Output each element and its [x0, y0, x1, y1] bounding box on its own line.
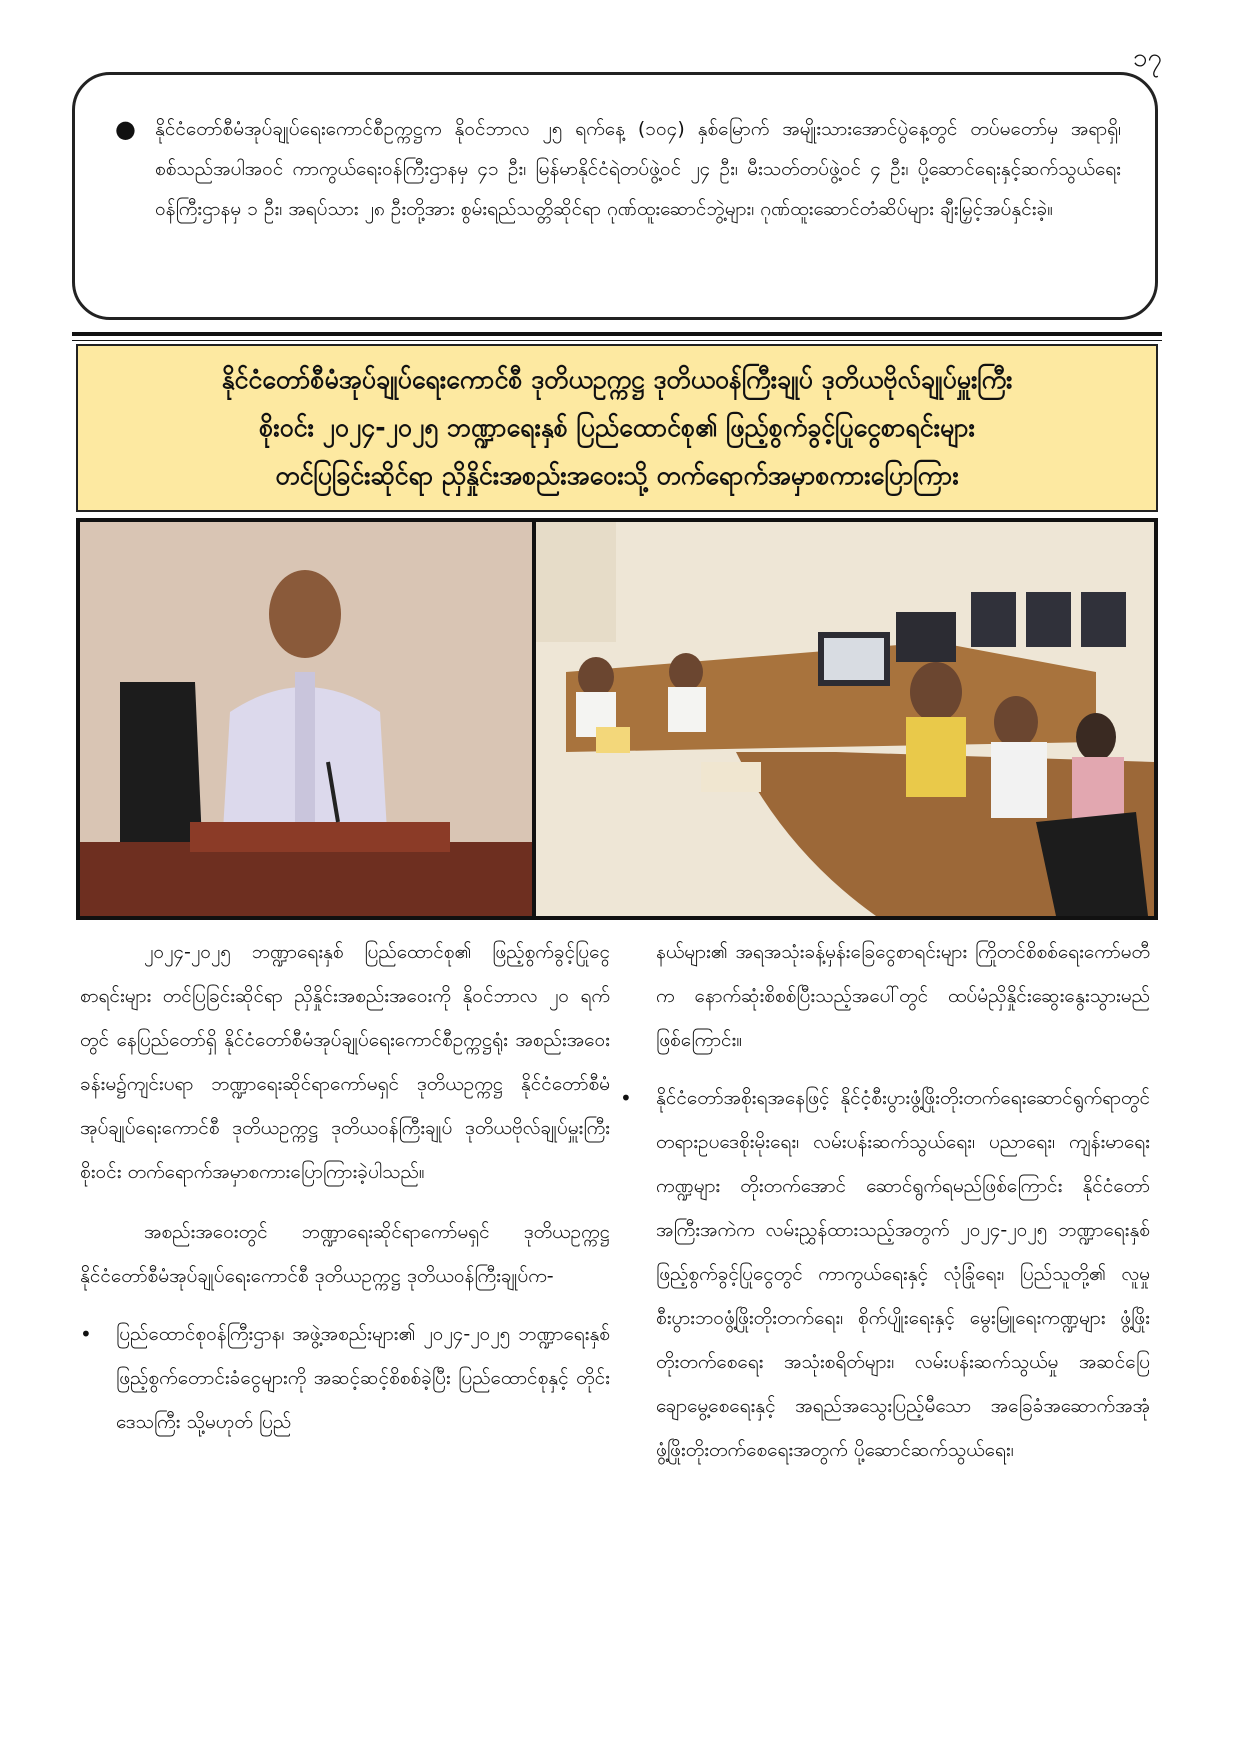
bullet-item — [80, 1312, 610, 1444]
article-column-right — [620, 930, 1150, 1472]
headline-line-2: စိုးဝင်း ၂၀၂၄-၂၀၂၅ ဘဏ္ဍာရေးနှစ် ပြည်ထောင်စု၏ ဖြည့်စွက်ခွင့်ပြုငွေစာရင်းများ — [259, 413, 975, 442]
body-paragraph: နယ်များ၏ အရအသုံးခန့်မှန်းခြေငွေစာရင်းများ ကြိုတင်စိစစ်ရေးကော်မတီက နောက်ဆုံးစိစစ်ပြီးသည့်အပေါ်တွင် ထပ်မံညှိနှိုင်းဆွေးနွေးသွားမည်ဖြစ်ကြောင်း။ — [656, 941, 1150, 1051]
bullet-icon: • — [80, 1322, 92, 1346]
bullet-icon: ● — [115, 115, 136, 143]
photo-frame — [76, 518, 1158, 920]
callout-bullet-item — [115, 109, 1121, 229]
article-headline — [76, 344, 1158, 512]
headline-line-3: တင်ပြခြင်းဆိုင်ရာ ညှိနှိုင်းအစည်းအဝေးသို့ တက်ရောက်အမှာစကားပြောကြား — [275, 461, 959, 490]
body-paragraph: ၂၀၂၄-၂၀၂၅ ဘဏ္ဍာရေးနှစ် ပြည်ထောင်စု၏ ဖြည့်စွက်ခွင့်ပြုငွေ စာရင်းများ တင်ပြခြင်းဆိုင်ရာ ညှိနှိုင်းအစည်းအဝေးကို နိုဝင်ဘာလ ၂၀ ရက်တွင် နေပြည်တော်ရှိ နိုင်ငံတော်စီမံအုပ်ချုပ်ရေးကောင်စီဥက္ကဋ္ဌရုံး အစည်းအဝေးခန်းမ၌ကျင်းပရာ ဘဏ္ဍာရေးဆိုင်ရာကော်မရှင် ဒုတိယဥက္ကဋ္ဌ နိုင်ငံတော်စီမံအုပ်ချုပ်ရေးကောင်စီ ဒုတိယဥက္ကဋ္ဌ ဒုတိယဝန်ကြီးချုပ် ဒုတိယဗိုလ်ချုပ်မှူးကြီး စိုးဝင်း တက်ရောက်အမှာစကားပြောကြားခဲ့ပါသည်။ — [80, 941, 610, 1183]
headline-line-1: နိုင်ငံတော်စီမံအုပ်ချုပ်ရေးကောင်စီ ဒုတိယဥက္ကဋ္ဌ ဒုတိယဝန်ကြီးချုပ် ဒုတိယဗိုလ်ချုပ်မှူးကြီး — [221, 365, 1013, 394]
highlight-callout-box — [72, 72, 1158, 320]
callout-text: နိုင်ငံတော်စီမံအုပ်ချုပ်ရေးကောင်စီဥက္ကဋ္ဌက နိုဝင်ဘာလ ၂၅ ရက်နေ့ (၁၀၄) နှစ်မြောက် အမျိုးသားအောင်ပွဲနေ့တွင် တပ်မတော်မှ အရာရှိ၊ စစ်သည်အပါအဝင် ကာကွယ်ရေးဝန်ကြီးဌာနမှ ၄၁ ဦး၊ မြန်မာနိုင်ငံရဲတပ်ဖွဲ့ဝင် ၂၄ ဦး၊ မီးသတ်တပ်ဖွဲ့ဝင် ၄ ဦး၊ ပို့ဆောင်ရေးနှင့်ဆက်သွယ်ရေးဝန်ကြီးဌာနမှ ၁ ဦး၊ အရပ်သား ၂၈ ဦးတို့အား စွမ်းရည်သတ္တိဆိုင်ရာ ဂုဏ်ထူးဆောင်ဘွဲ့များ၊ ဂုဏ်ထူးဆောင်တံဆိပ်များ ချီးမြှင့်အပ်နှင်းခဲ့။ — [155, 118, 1121, 220]
bullet-item — [620, 1076, 1150, 1472]
meeting-room-photo — [536, 522, 1154, 916]
divider-thick — [72, 332, 1162, 336]
speaker-illustration — [80, 522, 532, 916]
meeting-illustration — [536, 522, 1154, 916]
speaker-photo — [80, 522, 532, 916]
bullet-text: ပြည်ထောင်စုဝန်ကြီးဌာန၊ အဖွဲ့အစည်းများ၏ ၂၀၂၄-၂၀၂၅ ဘဏ္ဍာရေးနှစ် ဖြည့်စွက်တောင်းခံငွေများကို အဆင့်ဆင့်စိစစ်ခဲ့ပြီး ပြည်ထောင်စုနှင့် တိုင်းဒေသကြီး သို့မဟုတ် ပြည် — [116, 1323, 610, 1433]
article-column-left — [80, 930, 610, 1444]
bullet-text: နိုင်ငံတော်အစိုးရအနေဖြင့် နိုင်ငံ့စီးပွားဖွံ့ဖြိုးတိုးတက်ရေးဆောင်ရွက်ရာတွင်တရားဥပဒေစိုးမိုးရေး၊ လမ်းပန်းဆက်သွယ်ရေး၊ ပညာရေး၊ ကျန်းမာရေးကဏ္ဍများ တိုးတက်အောင် ဆောင်ရွက်ရမည်ဖြစ်ကြောင်း နိုင်ငံတော်အကြီးအကဲက လမ်းညွှန်ထားသည့်အတွက် ၂၀၂၄-၂၀၂၅ ဘဏ္ဍာရေးနှစ် ဖြည့်စွက်ခွင့်ပြုငွေတွင် ကာကွယ်ရေးနှင့် လုံခြုံရေး၊ ပြည်သူတို့၏ လူမှုစီးပွားဘဝဖွံ့ဖြိုးတိုးတက်ရေး၊ စိုက်ပျိုးရေးနှင့် မွေးမြူရေးကဏ္ဍများ ဖွံ့ဖြိုးတိုးတက်စေရေး အသုံးစရိတ်များ၊ လမ်းပန်းဆက်သွယ်မှု အဆင်ပြေချောမွေ့စေရေးနှင့် အရည်အသွေးပြည့်မီသော အခြေခံအဆောက်အအုံဖွံ့ဖြိုးတိုးတက်စေရေးအတွက် ပို့ဆောင်ဆက်သွယ်ရေး၊ — [656, 1087, 1150, 1461]
bullet-icon: • — [620, 1086, 632, 1110]
page-number: ၁၇ — [1132, 43, 1162, 73]
body-paragraph: အစည်းအဝေးတွင် ဘဏ္ဍာရေးဆိုင်ရာကော်မရှင် ဒုတိယဥက္ကဋ္ဌ နိုင်ငံတော်စီမံအုပ်ချုပ်ရေးကောင်စီ ဒုတိယဥက္ကဋ္ဌ ဒုတိယဝန်ကြီးချုပ်က- — [80, 1221, 610, 1287]
divider-thin — [72, 340, 1162, 341]
